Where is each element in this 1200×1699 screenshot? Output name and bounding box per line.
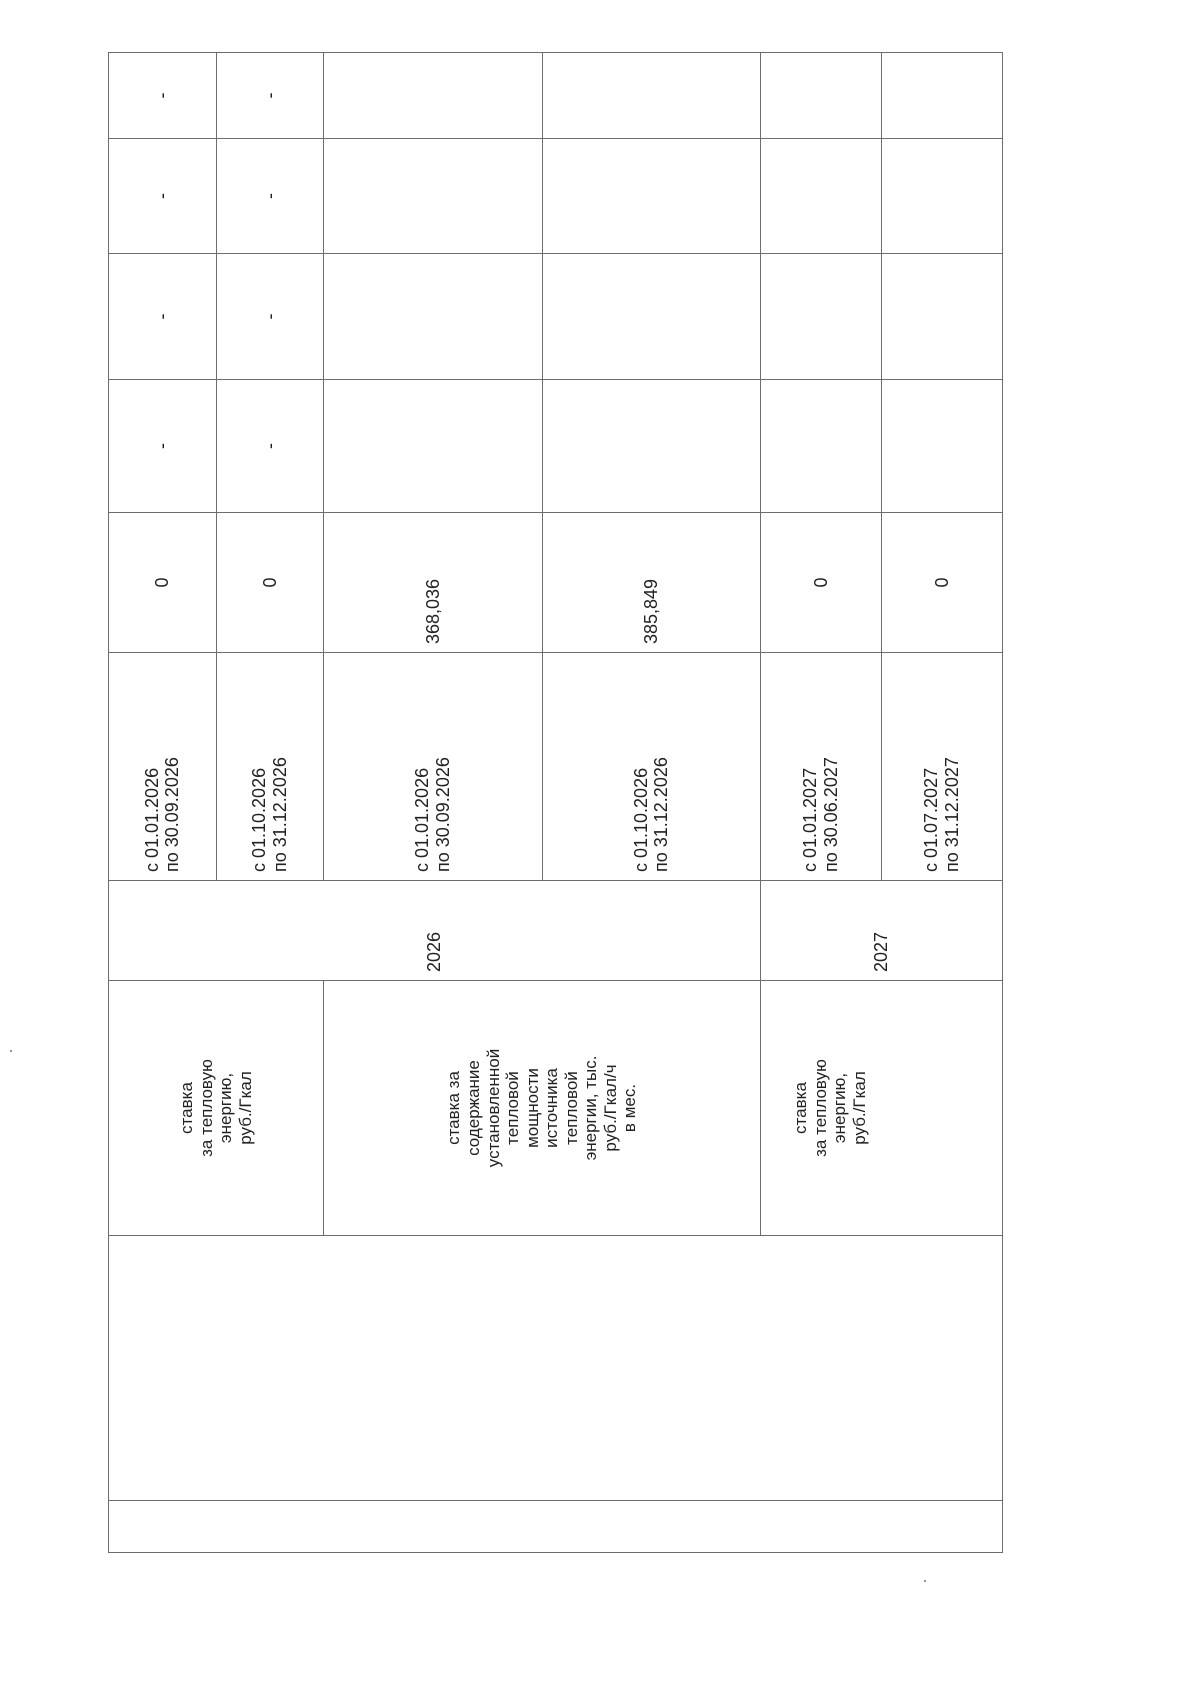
scan-speck: [10, 1050, 12, 1052]
extra-cell: [882, 254, 1003, 380]
year-cell: 2027: [761, 881, 1003, 981]
table-row: [109, 53, 217, 1553]
extra-cell: [324, 53, 542, 139]
extra-cell: [761, 254, 882, 380]
rate-label-cell: ставка за тепловую энергию, руб./Гкал: [761, 981, 1003, 1236]
extra-cell: [542, 254, 760, 380]
period-cell: с 01.01.2027 по 30.06.2027: [761, 653, 882, 881]
extra-cell: [882, 380, 1003, 513]
extra-cell: -: [109, 380, 217, 513]
extra-cell: [324, 254, 542, 380]
period-cell: с 01.01.2026 по 30.09.2026: [324, 653, 542, 881]
extra-cell: [542, 380, 760, 513]
extra-cell: [761, 380, 882, 513]
blank-object-cell: [109, 1236, 1003, 1501]
extra-cell: -: [216, 380, 324, 513]
period-cell: с 01.07.2027 по 31.12.2027: [882, 653, 1003, 881]
extra-cell: -: [216, 53, 324, 139]
rate-label-cell: ставка за содержание установленной тепловой мощности источника тепловой энергии, тыс. руб./Гкал/ч в мес.: [324, 981, 761, 1236]
extra-cell: -: [109, 139, 217, 254]
period-cell: с 01.10.2026 по 31.12.2026: [216, 653, 324, 881]
value-cell: 0: [109, 513, 217, 653]
period-cell: с 01.10.2026 по 31.12.2026: [542, 653, 760, 881]
value-cell: 0: [882, 513, 1003, 653]
extra-cell: -: [109, 53, 217, 139]
extra-cell: [882, 139, 1003, 254]
extra-cell: -: [109, 254, 217, 380]
extra-cell: [882, 53, 1003, 139]
value-cell: 368,036: [324, 513, 542, 653]
extra-cell: [761, 53, 882, 139]
year-cell: 2026: [109, 881, 761, 981]
extra-cell: -: [216, 254, 324, 380]
tariff-table-rotated: [108, 53, 1003, 1553]
tariff-table: [108, 52, 1003, 1553]
extra-cell: [324, 380, 542, 513]
extra-cell: [542, 139, 760, 254]
extra-cell: [761, 139, 882, 254]
value-cell: 0: [761, 513, 882, 653]
blank-margin-cell: [109, 1501, 1003, 1553]
period-cell: с 01.01.2026 по 30.09.2026: [109, 653, 217, 881]
extra-cell: -: [216, 139, 324, 254]
scan-speck: [924, 1580, 926, 1582]
value-cell: 385,849: [542, 513, 760, 653]
extra-cell: [324, 139, 542, 254]
value-cell: 0: [216, 513, 324, 653]
rate-label-cell: ставка за тепловую энергию, руб./Гкал: [109, 981, 324, 1236]
extra-cell: [542, 53, 760, 139]
